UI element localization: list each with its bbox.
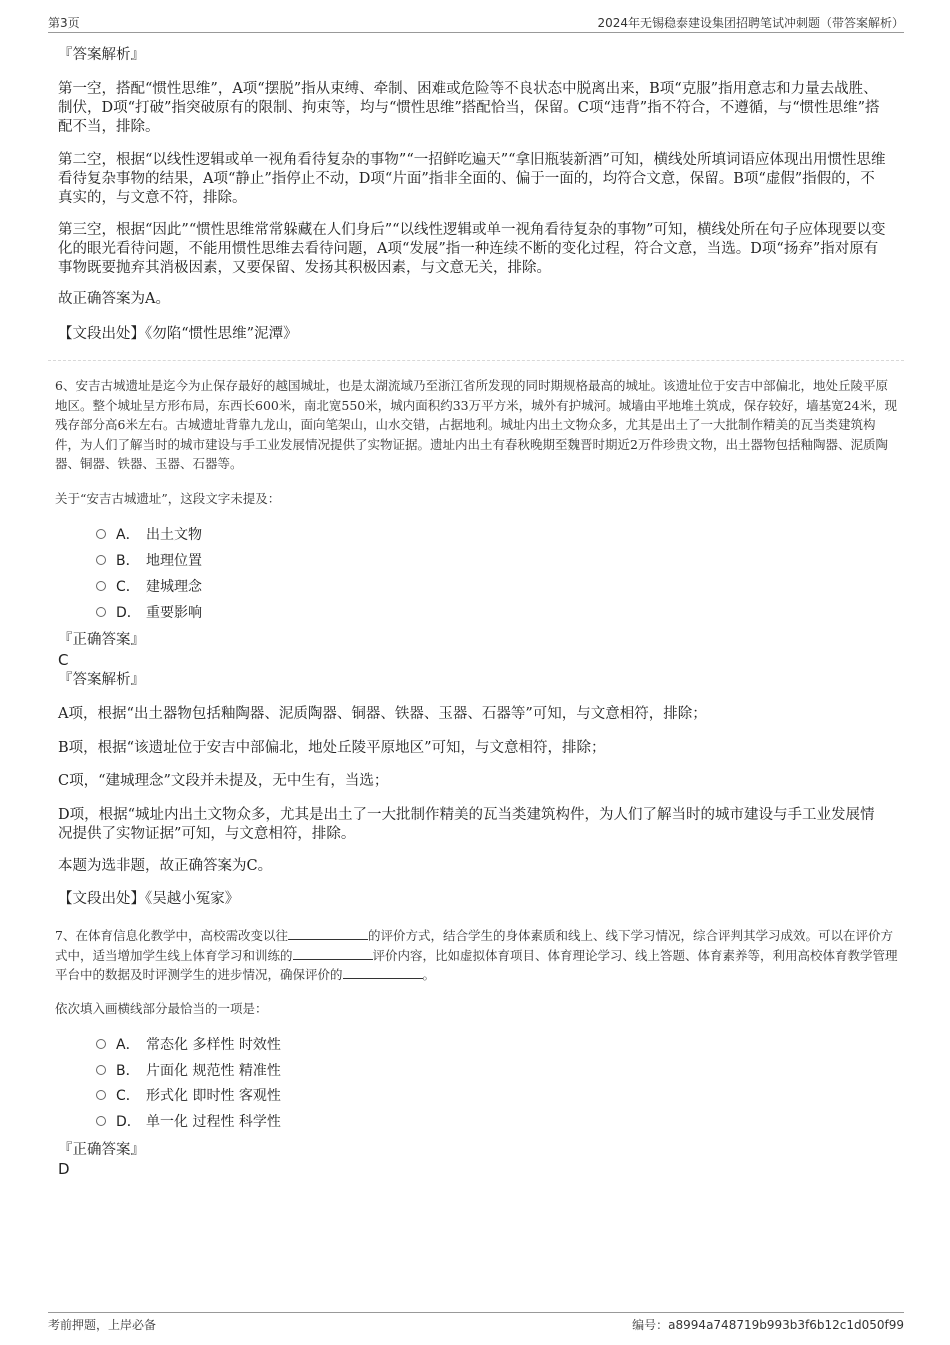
q6-source: 【文段出处】《吴越小冤家》 xyxy=(58,891,240,907)
fill-blank xyxy=(293,947,373,960)
question-divider xyxy=(48,360,904,361)
radio-icon[interactable] xyxy=(96,1090,106,1100)
page-number: 第3页 xyxy=(48,16,80,30)
q5-analysis-para-3: 第三空，根据“因此”“惯性思维常常躲藏在人们身后”“以线性逻辑或单一视角看待复杂的事物”可知，横线处所在句子应体现要以变化的眼光看待问题，不能用惯性思维去看待问题，A项“发展”指一种连续不断的变化过程，符合文意，当选。D项“扬弃”指对原有事物既要抛弃其消极因素，又要保留、发扬其积极因素，与文意无关，排除。 xyxy=(58,222,886,276)
q6-option-a[interactable]: A． 出土文物 xyxy=(96,526,202,544)
page-footer xyxy=(48,1312,904,1331)
q6-analysis-label: 『答案解析』 xyxy=(58,672,145,688)
footer-slogan: 考前押题，上岸必备 xyxy=(48,1318,157,1332)
fill-blank xyxy=(288,927,368,940)
radio-icon[interactable] xyxy=(96,1116,106,1126)
q6-answer: C xyxy=(58,651,69,669)
radio-icon[interactable] xyxy=(96,1065,106,1075)
document-code: 编号：a8994a748719b993b3f6b12c1d050f99 xyxy=(632,1318,904,1332)
q5-conclusion: 故正确答案为A。 xyxy=(58,291,170,307)
q6-analysis-d: D项，根据“城址内出土文物众多，尤其是出土了一大批制作精美的瓦当类建筑构件，为人们了解当时的城市建设与手工业发展情况提供了实物证据”可知，与文意相符，排除。 xyxy=(58,807,875,842)
q6-option-b[interactable]: B． 地理位置 xyxy=(96,552,202,570)
q6-analysis-a: A项，根据“出土器物包括釉陶器、泥质陶器、铜器、铁器、玉器、石器等”可知，与文意相符，排除； xyxy=(58,706,707,722)
q6-option-c[interactable]: C． 建城理念 xyxy=(96,578,202,596)
q5-analysis-para-2: 第二空，根据“以线性逻辑或单一视角看待复杂的事物”“一招鲜吃遍天”“拿旧瓶装新酒”可知，横线处所填词语应体现出用惯性思维看待复杂事物的结果，A项“静止”指停止不动，D项“片面”指非全面的、偏于一面的，均符合文意，保留。B项“虚假”指假的，不真实的，与文意不符，排除。 xyxy=(58,152,886,206)
q6-analysis-b: B项，根据“该遗址位于安吉中部偏北，地处丘陵平原地区”可知，与文意相符，排除； xyxy=(58,740,606,756)
q6-answer-label: 『正确答案』 xyxy=(58,632,145,648)
q7-answer: D xyxy=(58,1160,70,1178)
q5-analysis-para-1: 第一空，搭配“惯性思维”，A项“摆脱”指从束缚、牵制、困难或危险等不良状态中脱离出来，B项“克服”指用意志和力量去战胜、制伏，D项“打破”指突破原有的限制、拘束等，均与“惯性思维”搭配恰当，保留。C项“违背”指不符合，不遵循，与“惯性思维”搭配不当，排除。 xyxy=(58,81,880,135)
q7-stem: 7、在体育信息化教学中，高校需改变以往 的评价方式，结合学生的身体素质和线上、线下学习情况，综合评判其学习成效。可以在评价方式中，适当增加学生线上体育学习和训练的 评价内容，比如虚拟体育项目、体育理论学习、线上答题、体育素养等，利用高校体育教学管理平台中的数据及时评测学生的进步情况，确保评价的 。 xyxy=(55,928,898,982)
q6-conclusion: 本题为选非题，故正确答案为C。 xyxy=(58,858,273,874)
q6-question: 关于“安吉古城遗址”，这段文字未提及： xyxy=(55,491,281,506)
q6-stem: 6、安吉古城遗址是迄今为止保存最好的越国城址，也是太湖流域乃至浙江省所发现的同时期规格最高的城址。该遗址位于安吉中部偏北，地处丘陵平原地区。整个城址呈方形布局，东西长600米，南北宽550米，城内面积约33万平方米，城外有护城河。城墙由平地堆土筑成，保存较好，墙基宽24米，现残存部分高6米左右。古城遗址背靠九龙山，面向笔架山，山水交错，占据地利。城址内出土文物众多，尤其是出土了一大批制作精美的瓦当类建筑构件，为人们了解当时的城市建设与手工业发展情况提供了实物证据。遗址内出土有春秋晚期至魏晋时期近2万件珍贵文物，出土器物包括釉陶器、泥质陶器、铜器、铁器、玉器、石器等。 xyxy=(55,378,898,471)
radio-icon[interactable] xyxy=(96,555,106,565)
q7-option-a[interactable]: A． 常态化 多样性 时效性 xyxy=(96,1036,281,1054)
document-title: 2024年无锡稳泰建设集团招聘笔试冲刺题（带答案解析） xyxy=(597,16,904,30)
radio-icon[interactable] xyxy=(96,607,106,617)
q5-analysis-label: 『答案解析』 xyxy=(58,47,145,63)
q7-option-c[interactable]: C． 形式化 即时性 客观性 xyxy=(96,1087,281,1105)
radio-icon[interactable] xyxy=(96,581,106,591)
q6-analysis-c: C项，“建城理念”文段并未提及，无中生有，当选； xyxy=(58,773,389,789)
q7-option-d[interactable]: D． 单一化 过程性 科学性 xyxy=(96,1113,281,1131)
q7-answer-label: 『正确答案』 xyxy=(58,1142,145,1158)
radio-icon[interactable] xyxy=(96,529,106,539)
radio-icon[interactable] xyxy=(96,1039,106,1049)
q7-option-b[interactable]: B． 片面化 规范性 精准性 xyxy=(96,1062,281,1080)
q5-source: 【文段出处】《勿陷“惯性思维”泥潭》 xyxy=(58,326,298,342)
page-header xyxy=(48,14,904,33)
fill-blank xyxy=(343,966,423,979)
q6-option-d[interactable]: D． 重要影响 xyxy=(96,604,202,622)
q7-question: 依次填入画横线部分最恰当的一项是： xyxy=(55,1001,268,1016)
